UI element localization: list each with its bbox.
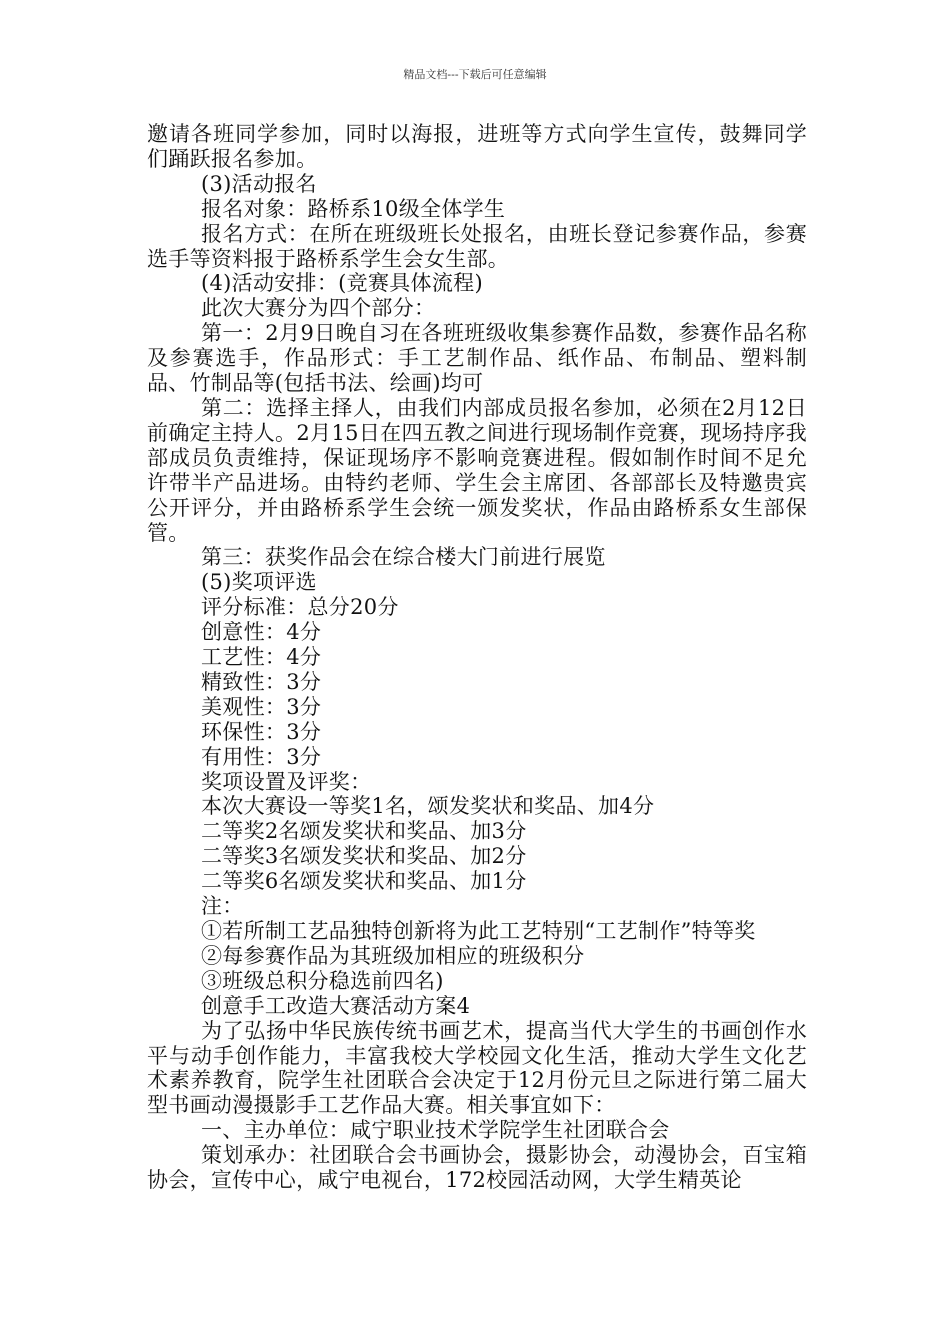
paragraph: (3)活动报名 — [201, 171, 317, 196]
paragraph: 环保性：3分 — [201, 719, 322, 744]
paragraph: 二等奖6名颂发奖状和奖品、加1分 — [201, 869, 527, 894]
paragraph: ③班级总积分稳选前四名) — [201, 968, 444, 993]
page-header: 精品文档---下载后可任意编辑 — [403, 68, 547, 81]
paragraph: 评分标准：总分20分 — [201, 595, 399, 620]
paragraph: 工艺性：4分 — [201, 645, 322, 670]
paragraph: 邀请各班同学参加，同时以海报，进班等方式向学生宣传，鼓舞同学们踊跃报名参加。 — [147, 122, 807, 171]
paragraph: 第一：2月9日晚自习在各班班级收集参赛作品数，参赛作品名称及参赛选手，作品形式：手工艺制作品、纸作品、布制品、塑料制品、竹制品等(包括书法、绘画)均可 — [147, 321, 807, 396]
paragraph: 本次大赛设一等奖1名，颂发奖状和奖品、加4分 — [201, 794, 655, 819]
paragraph: (4)活动安排：(竞赛具体流程) — [201, 271, 483, 296]
paragraph: 此次大赛分为四个部分： — [201, 296, 436, 321]
paragraph: ②每参赛作品为其班级加相应的班级积分 — [201, 943, 585, 968]
paragraph: 二等奖2名颂发奖状和奖品、加3分 — [201, 819, 527, 844]
paragraph: 第三：获奖作品会在综合楼大门前进行展览 — [201, 545, 606, 570]
paragraph: 报名对象：路桥系10级全体学生 — [201, 196, 506, 221]
paragraph: 注： — [201, 894, 244, 919]
paragraph: 一、主办单位：咸宁职业技术学院学生社团联合会 — [201, 1118, 670, 1143]
paragraph: 报名方式：在所在班级班长处报名，由班长登记参赛作品，参赛选手等资料报于路桥系学生会女生部。 — [147, 221, 807, 271]
paragraph: 创意性：4分 — [201, 620, 322, 645]
paragraph: 第二：选择主择人，由我们内部成员报名参加，必须在2月12日前确定主持人。2月15日在四五教之间进行现场制作竞赛，现场持序我部成员负责维持，保证现场序不影响竞赛进程。假如制作时间不足允许带半产品进场。由特约老师、学生会主席团、各部部长及特邀贵宾公开评分，并由路桥系学生会统一颁发奖状，作品由路桥系女生部保管。 — [147, 395, 807, 545]
paragraph: 有用性：3分 — [201, 744, 322, 769]
paragraph: 二等奖3名颂发奖状和奖品、加2分 — [201, 844, 527, 869]
document-body — [147, 122, 807, 1193]
paragraph: (5)奖项评选 — [201, 570, 317, 595]
paragraph: 策划承办：社团联合会书画协会，摄影协会，动漫协会，百宝箱协会，宣传中心，咸宁电视台，172校园活动网，大学生精英论 — [147, 1143, 807, 1193]
paragraph: 创意手工改造大赛活动方案4 — [201, 993, 471, 1018]
paragraph: ①若所制工艺品独特创新将为此工艺特别“工艺制作”特等奖 — [201, 919, 756, 943]
paragraph: 奖项设置及评奖： — [201, 769, 372, 794]
paragraph: 为了弘扬中华民族传统书画艺术，提高当代大学生的书画创作水平与动手创作能力，丰富我校大学校园文化生活，推动大学生文化艺术素养教育，院学生社团联合会决定于12月份元旦之际进行第二届大型书画动漫摄影手工艺作品大赛。相关事宜如下： — [147, 1018, 807, 1118]
paragraph: 美观性：3分 — [201, 694, 322, 719]
paragraph: 精致性：3分 — [201, 669, 322, 694]
